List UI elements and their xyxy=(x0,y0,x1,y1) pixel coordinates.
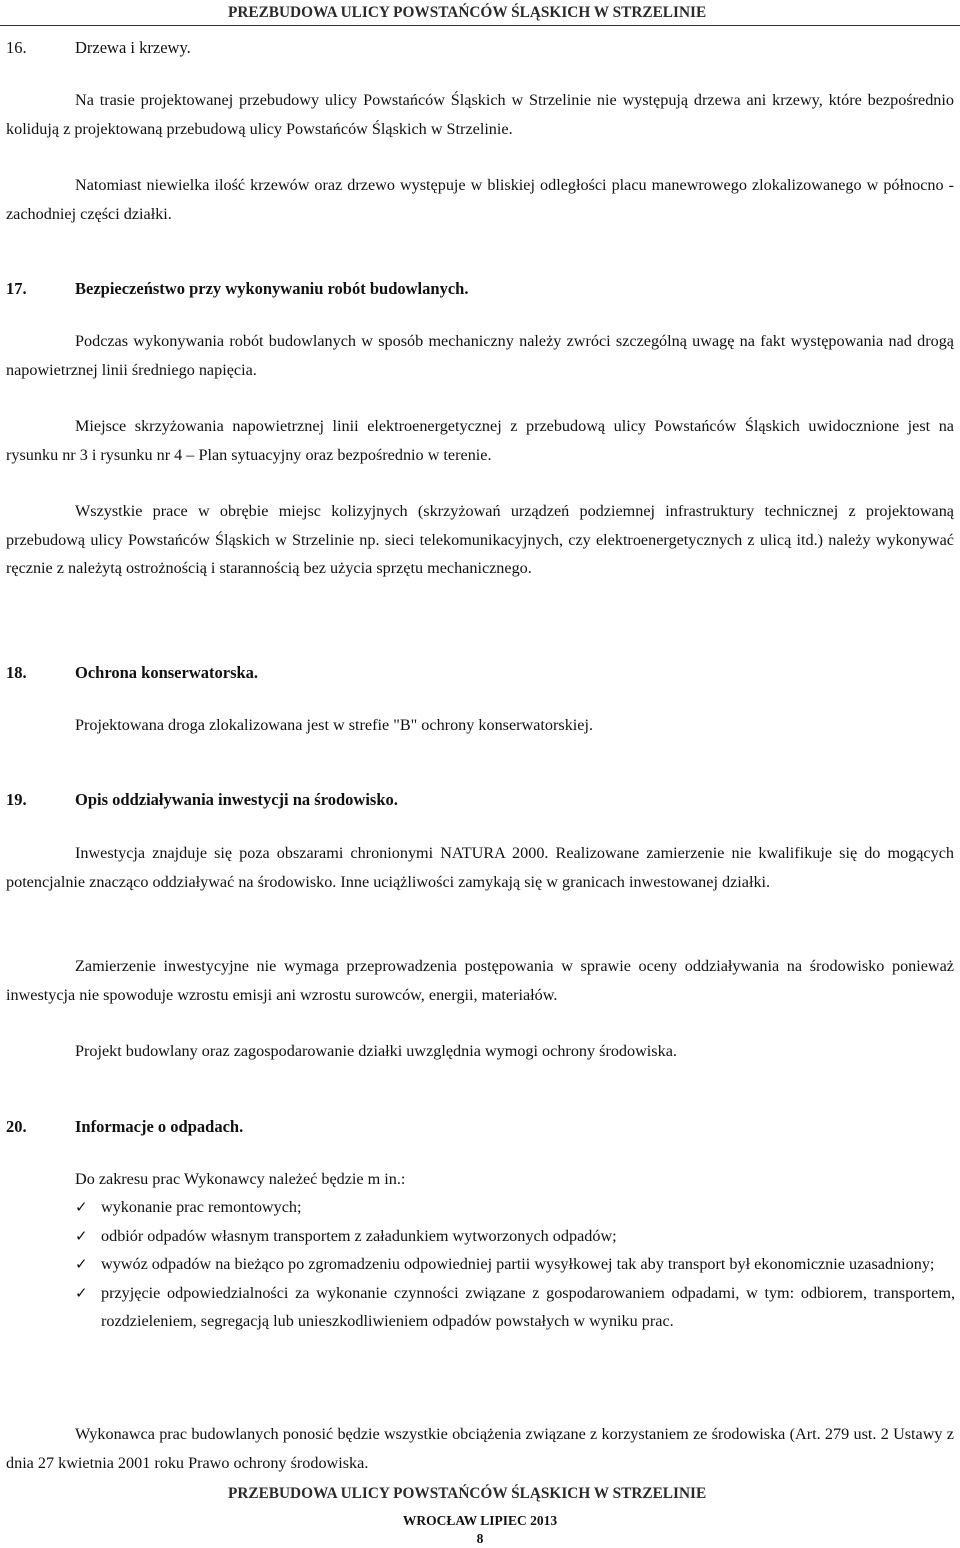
check-icon: ✓ xyxy=(75,1255,88,1273)
paragraph: Projekt budowlany oraz zagospodarowanie działki uwzględnia wymogi ochrony środowiska. xyxy=(75,1042,677,1060)
list-item xyxy=(75,1222,955,1251)
section-16-title xyxy=(6,37,191,59)
section-heading: Drzewa i krzewy. xyxy=(75,38,191,57)
paragraph: Projektowana droga zlokalizowana jest w strefie "B" ochrony konserwatorskiej. xyxy=(75,716,594,734)
check-icon: ✓ xyxy=(75,1226,88,1245)
paragraph: Wszystkie prace w obrębie miejsc kolizyjnych (skrzyżowań urządzeń podziemnej infrastruktury technicznej z projektowaną przebudową ulicy Powstańców Śląskich w Strzelinie np. sieci telekomunikacyjnych, czy elektroenergetycznych z ulicą itd.) należy wykonywać ręcznie z należytą ostrożnością i starannością bez użycia sprzętu mechanicznego. xyxy=(6,502,954,577)
list-item xyxy=(75,1193,955,1222)
check-icon: ✓ xyxy=(75,1198,88,1216)
list-item-text: wykonanie prac remontowych; xyxy=(101,1198,302,1216)
paragraph: Podczas wykonywania robót budowlanych w sposób mechaniczny należy zwróci szczególną uwagę na fakt występowania nad drogą napowietrznej linii średniego napięcia. xyxy=(6,332,954,379)
list-item-text: odbiór odpadów własnym transportem z załadunkiem wytworzonych odpadów; xyxy=(101,1226,617,1245)
section-number: 18. xyxy=(6,663,27,682)
section-heading: Opis oddziaływania inwestycji na środowisko. xyxy=(75,790,398,809)
section-heading: Ochrona konserwatorska. xyxy=(75,663,259,682)
list-intro: Do zakresu prac Wykonawcy należeć będzie m in.: xyxy=(75,1170,406,1188)
section-number: 19. xyxy=(6,790,27,809)
header-rule xyxy=(0,25,960,26)
section-17-title xyxy=(6,278,468,300)
section-number: 20. xyxy=(6,1117,27,1136)
section-19-title xyxy=(6,789,398,811)
section-18-title xyxy=(6,662,258,684)
list-item-text: wywóz odpadów na bieżąco po zgromadzeniu odpowiedniej partii wysyłkowej tak aby transport był ekonomicznie uzasadniony; xyxy=(101,1255,935,1273)
section-20-title xyxy=(6,1116,243,1138)
page-number: 8 xyxy=(476,1531,484,1546)
check-icon: ✓ xyxy=(75,1283,88,1302)
list-item xyxy=(75,1279,955,1336)
paragraph: Inwestycja znajduje się poza obszarami chronionymi NATURA 2000. Realizowane zamierzenie nie kwalifikuje się do mogących potencjalnie znacząco oddziaływać na środowisko. Inne uciążliwości zamykają się w granicach inwestowanej działki. xyxy=(6,844,954,891)
section-heading: Informacje o odpadach. xyxy=(75,1117,244,1136)
running-header: PREZBUDOWA ULICY POWSTAŃCÓW ŚLĄSKICH W STRZELINIE xyxy=(228,4,707,21)
section-number: 16. xyxy=(6,38,27,57)
footer-date: WROCŁAW LIPIEC 2013 xyxy=(402,1513,558,1528)
paragraph: Wykonawca prac budowlanych ponosić będzie wszystkie obciążenia związane z korzystaniem ze środowiska (Art. 279 ust. 2 Ustawy z dnia 27 kwietnia 2001 roku Prawo ochrony środowiska. xyxy=(6,1425,954,1472)
paragraph: Natomiast niewielka ilość krzewów oraz drzewo występuje w bliskiej odległości placu manewrowego zlokalizowanego w północno - zachodniej części działki. xyxy=(6,176,954,223)
waste-tasks-list xyxy=(75,1193,955,1336)
paragraph: Zamierzenie inwestycyjne nie wymaga przeprowadzenia postępowania w sprawie oceny oddziaływania na środowisko ponieważ inwestycja nie spowoduje wzrostu emisji ani wzrostu surowców, energii, materiałów. xyxy=(6,957,954,1004)
footer-title: PRZEBUDOWA ULICY POWSTAŃCÓW ŚLĄSKICH W STRZELINIE xyxy=(228,1485,707,1502)
list-item xyxy=(75,1250,955,1279)
section-number: 17. xyxy=(6,279,27,298)
paragraph: Miejsce skrzyżowania napowietrznej linii elektroenergetycznej z przebudową ulicy Powstańców Śląskich uwidocznione jest na rysunku nr 3 i rysunku nr 4 – Plan sytuacyjny oraz bezpośrednio w terenie. xyxy=(6,417,954,464)
section-heading: Bezpieczeństwo przy wykonywaniu robót budowlanych. xyxy=(75,279,469,298)
paragraph: Na trasie projektowanej przebudowy ulicy Powstańców Śląskich w Strzelinie nie występują drzewa ani krzewy, które bezpośrednio kolidują z projektowaną przebudową ulicy Powstańców Śląskich w Strzelinie. xyxy=(6,91,954,138)
list-item-text: przyjęcie odpowiedzialności za wykonanie czynności związane z gospodarowaniem odpadami, w tym: odbiorem, transportem, rozdzieleniem, segregacją lub unieszkodliwieniem odpadów powstałych w wyniku prac. xyxy=(101,1283,955,1330)
